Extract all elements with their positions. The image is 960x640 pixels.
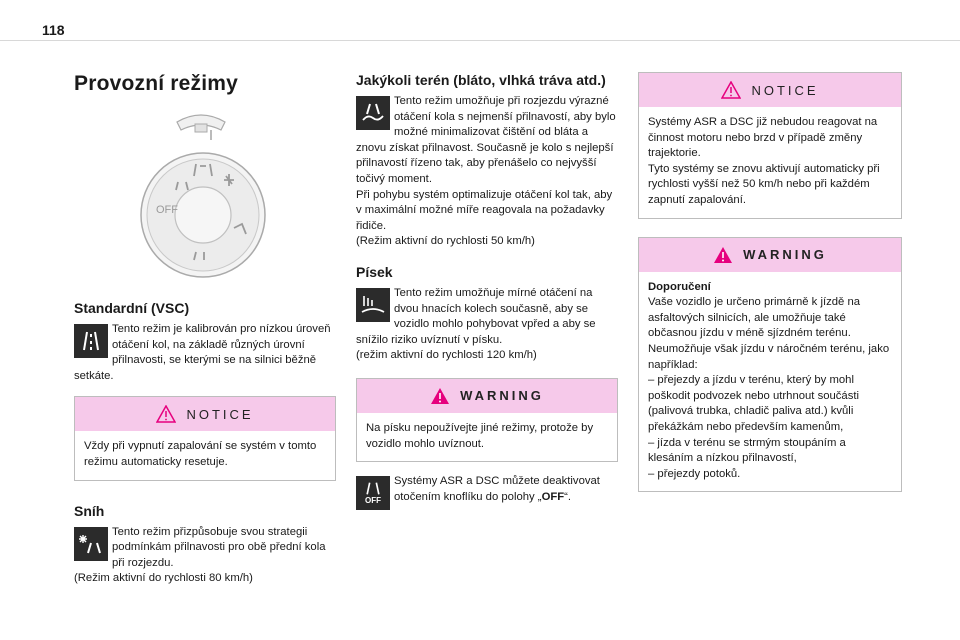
warning-text: Na písku nepoužívejte jiné režimy, protože by vozidlo mohlo uvíznout. — [366, 421, 594, 450]
notice-text-2: Tyto systémy se znovu aktivují automaticky při rychlosti vyšší než 50 km/h nebo při každém zapnutí zapalování. — [648, 162, 880, 206]
notice-text-1: Systémy ASR a DSC již nebudou reagovat na činnost motoru nebo brzd v případě změny trajektorie. — [648, 116, 878, 160]
snow-note: (Režim aktivní do rychlosti 80 km/h) — [74, 572, 253, 585]
mud-text-2: Při pohybu systém optimalizuje otáčení kol tak, aby v maximální možné míře reagovala na požadavky řidiče. — [356, 188, 613, 232]
esp-off-icon — [356, 476, 390, 510]
column-2 — [356, 72, 618, 510]
mud-text-1: Tento režim umožňuje při rozjezdu výrazné otáčení kola s nejmenší přilnavostí, aby bylo možné minimalizovat čištění od bláta a znovu získat přilnavost. Současně je kolo s nejlepší přilnavostí řízeno tak, aby přenášelo co nejvyšší točivý moment. — [356, 95, 616, 185]
steering-wheel-icon — [171, 108, 231, 142]
standard-text: Tento režim je kalibrován pro nízkou úroveň otáčení kol, na základě různých úrovní přilnavosti, se kterými se na silnici běžně setkáte. — [74, 323, 331, 382]
mud-mode-icon — [356, 96, 390, 130]
warning-heading: Doporučení — [648, 280, 711, 293]
standard-mode-icon — [74, 324, 108, 358]
notice-label: NOTICE — [186, 406, 254, 422]
warning-box-2 — [638, 237, 902, 493]
notice-header — [639, 73, 901, 107]
esp-off-icon-text: OFF — [365, 496, 381, 506]
warning-box-1 — [356, 378, 618, 462]
standard-heading: Standardní (VSC) — [74, 300, 190, 316]
off-text: Systémy ASR a DSC můžete deaktivovat otočením knoflíku do polohy „OFF“. — [394, 475, 600, 503]
drive-mode-illustration — [74, 96, 336, 286]
notice-box-1 — [74, 396, 336, 480]
warning-item-1: – přejezdy a jízdu v terénu, který by mohl poškodit podvozek nebo utrhnout součásti (palivová trubka, chladič paliva atd.) kvůli překážkám nebo především kamenům, — [648, 374, 860, 433]
mud-heading: Jakýkoli terén (bláto, vlhká tráva atd.) — [356, 72, 606, 88]
notice-text: Vždy při vypnutí zapalování se systém v tomto režimu automaticky resetuje. — [84, 440, 317, 468]
mud-note: (Režim aktivní do rychlosti 50 km/h) — [356, 235, 535, 248]
warning-triangle-icon — [721, 81, 741, 99]
warning-header — [357, 379, 617, 413]
header-divider — [0, 40, 960, 41]
warning-triangle-icon — [713, 246, 733, 264]
notice-header — [75, 397, 335, 431]
warning-item-2: – jízda v terénu se strmým stoupáním a klesáním a nízkou přilnavostí, — [648, 436, 846, 465]
warning-label: WARNING — [460, 388, 544, 404]
warning-text-2: Neumožňuje však jízdu v náročném terénu, jako například: — [648, 342, 890, 371]
snow-mode-icon — [74, 527, 108, 561]
dial-off-label: OFF — [156, 204, 178, 216]
column-3 — [638, 72, 902, 492]
notice-label: NOTICE — [751, 82, 819, 98]
warning-text-1: Vaše vozidlo je určeno primárně k jízdě na asfaltových silnicích, ale umožňuje také občasnou jízdu v méně sjízdném terénu. — [648, 296, 861, 340]
snow-section — [74, 503, 336, 587]
column-1 — [74, 62, 336, 587]
sand-section — [356, 264, 618, 364]
sand-heading: Písek — [356, 263, 393, 280]
sand-text: Tento režim umožňuje mírné otáčení na dvou hnacích kolech současně, aby se vozidlo mohlo pohybovat vpřed a aby se snížilo riziko uvíznutí v písku. — [356, 286, 596, 346]
standard-section — [74, 300, 336, 384]
mud-section — [356, 72, 618, 250]
sand-mode-icon — [356, 288, 390, 322]
warning-label: WARNING — [743, 247, 827, 263]
warning-triangle-icon — [430, 387, 450, 405]
snow-text: Tento režim přizpůsobuje svou strategii podmínkám přilnavosti pro obě přední kola při rozjezdu. — [112, 525, 326, 569]
notice-box-2 — [638, 72, 902, 219]
page-title: Provozní režimy — [74, 72, 239, 95]
off-section — [356, 474, 618, 510]
warning-header — [639, 238, 901, 272]
sand-note: (režim aktivní do rychlosti 120 km/h) — [356, 349, 537, 362]
page-number: 118 — [42, 22, 65, 38]
warning-triangle-icon — [156, 405, 176, 423]
warning-item-3: – přejezdy potoků. — [648, 467, 741, 480]
snow-heading: Sníh — [74, 502, 105, 519]
